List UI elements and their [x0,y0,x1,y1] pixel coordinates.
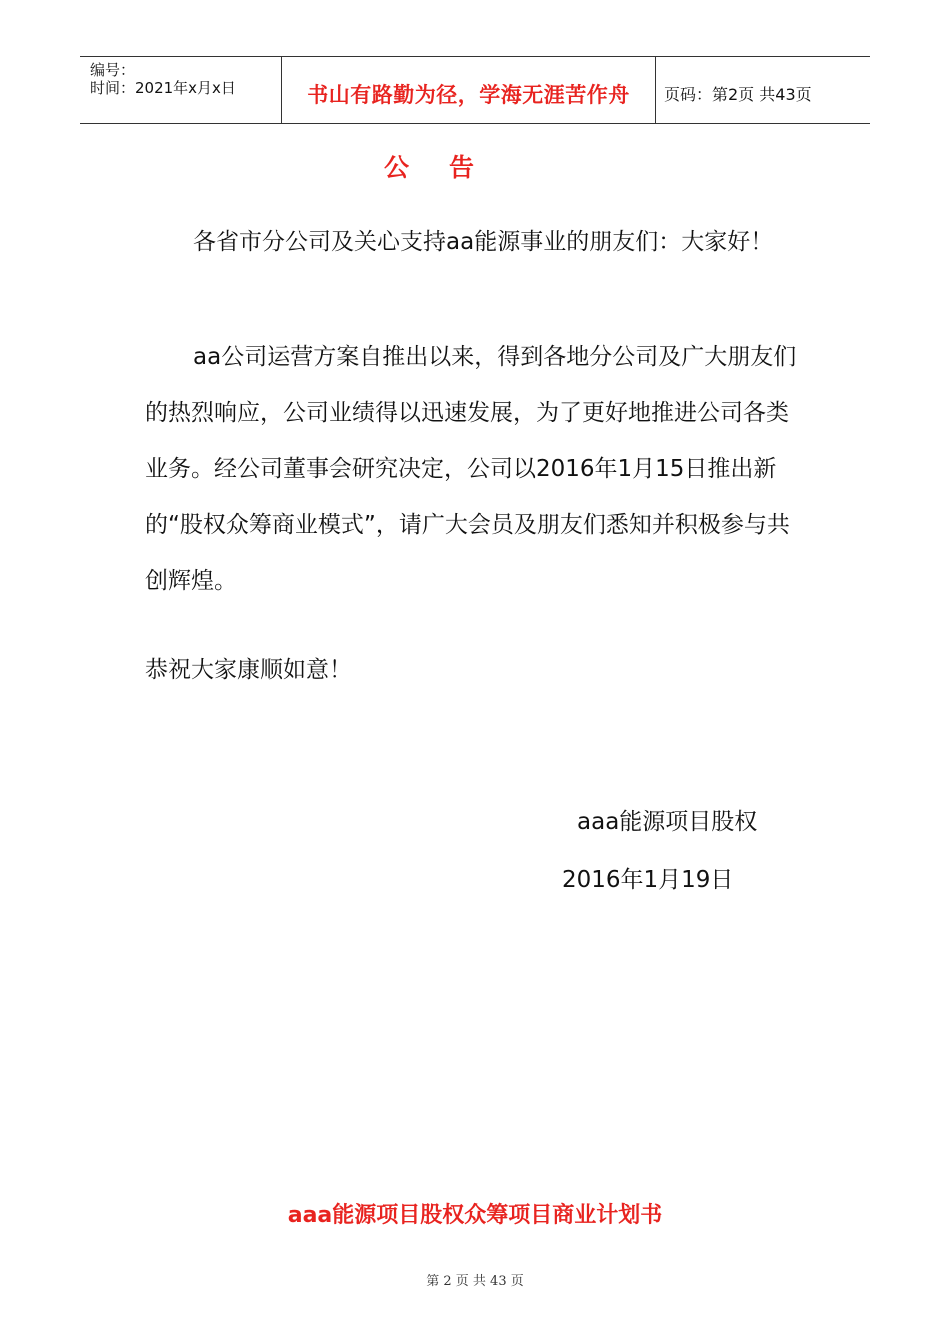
notice-signer: aaa能源项目股权 [577,809,758,835]
header-page-info: 页码：第2页 共43页 [664,85,812,104]
footer-document-title: aaa能源项目股权众筹项目商业计划书 [287,1203,663,1228]
document-number-label: 编号： [90,61,136,79]
notice-closing: 恭祝大家康顺如意！ [145,657,352,683]
header-motto-cell [282,57,656,123]
notice-greeting-paragraph: 各省市分公司及关心支持aa能源事业的朋友们：大家好！ [193,229,774,255]
header-page-cell [656,57,870,123]
header-motto: 书山有路勤为径，学海无涯苦作舟 [307,83,630,107]
notice-main-paragraph: aa公司运营方案自推出以来，得到各地分公司及广大朋友们的热烈响应，公司业绩得以迅速发展，为了更好地推进公司各类业务。经公司董事会研究决定，公司以2016年1月15日推出新的“股权众筹商业模式”，请广大会员及朋友们悉知并积极参与共创辉煌。 [145,344,797,594]
header-meta-cell [80,57,282,123]
footer-page-number: 第 2 页 共 43 页 [426,1274,524,1289]
page-header-table [80,56,870,124]
notice-title: 公告 [384,153,515,182]
document-date-label: 时间：2021年x月x日 [90,79,236,97]
notice-sign-date: 2016年1月19日 [562,867,734,893]
